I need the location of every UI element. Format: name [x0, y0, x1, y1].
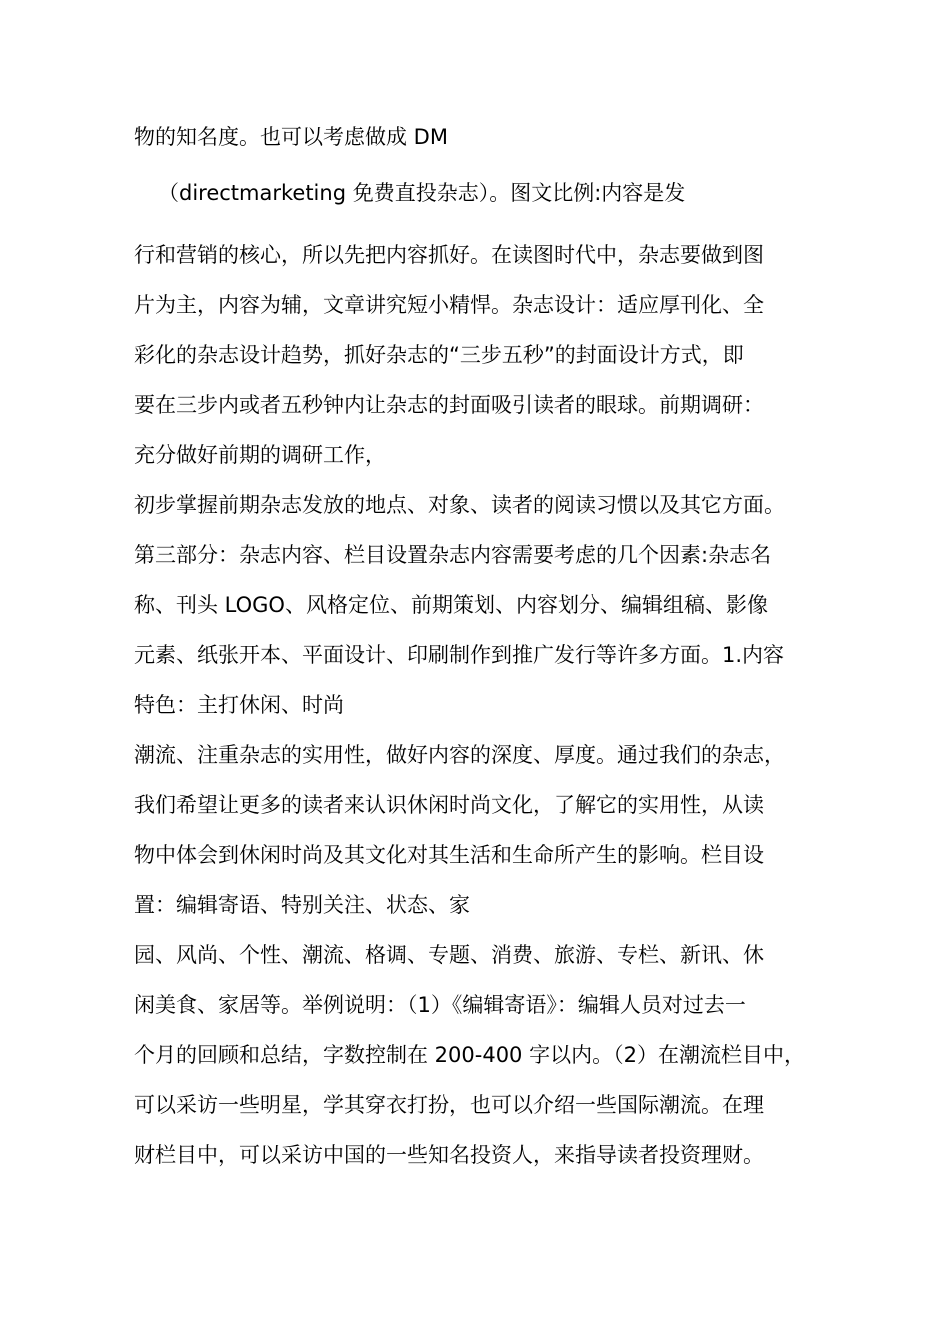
text-line: 要在三步内或者五秒钟内让杂志的封面吸引读者的眼球。前期调研：: [134, 393, 764, 417]
text-line: 彩化的杂志设计趋势，抓好杂志的“三步五秒”的封面设计方式，即: [134, 343, 744, 367]
text-line: 充分做好前期的调研工作，: [134, 443, 386, 467]
text-line: 初步掌握前期杂志发放的地点、对象、读者的阅读习惯以及其它方面。: [134, 493, 785, 517]
text-line: 可以采访一些明星，学其穿衣打扮，也可以介绍一些国际潮流。在理: [134, 1093, 764, 1117]
text-line: 物的知名度。也可以考虑做成 DM: [134, 125, 448, 149]
text-line: 元素、纸张开本、平面设计、印刷制作到推广发行等许多方面。1.内容: [134, 643, 785, 667]
text-line: 物中体会到休闲时尚及其文化对其生活和生命所产生的影响。栏目设: [134, 843, 764, 867]
text-line: 第三部分：杂志内容、栏目设置杂志内容需要考虑的几个因素:杂志名: [134, 543, 772, 567]
text-line: 行和营销的核心，所以先把内容抓好。在读图时代中，杂志要做到图: [134, 243, 764, 267]
text-line: 个月的回顾和总结，字数控制在 200-400 字以内。（2）在潮流栏目中，: [134, 1043, 805, 1067]
text-line: 特色：主打休闲、时尚: [134, 693, 344, 717]
text-line: 我们希望让更多的读者来认识休闲时尚文化，了解它的实用性，从读: [134, 793, 764, 817]
text-line: 潮流、注重杂志的实用性，做好内容的深度、厚度。通过我们的杂志，: [134, 743, 785, 767]
text-line: 片为主，内容为辅，文章讲究短小精悍。杂志设计：适应厚刊化、全: [134, 293, 764, 317]
text-line: 财栏目中，可以采访中国的一些知名投资人，来指导读者投资理财。: [134, 1143, 764, 1167]
text-line: （directmarketing 免费直投杂志）。图文比例:内容是发: [158, 181, 686, 205]
text-line: 称、刊头 LOGO、风格定位、前期策划、内容划分、编辑组稿、影像: [134, 593, 768, 617]
text-line: 园、风尚、个性、潮流、格调、专题、消费、旅游、专栏、新讯、休: [134, 943, 764, 967]
text-line: 闲美食、家居等。举例说明：（1）《编辑寄语》：编辑人员对过去一: [134, 993, 746, 1017]
text-line: 置：编辑寄语、特别关注、状态、家: [134, 893, 470, 917]
